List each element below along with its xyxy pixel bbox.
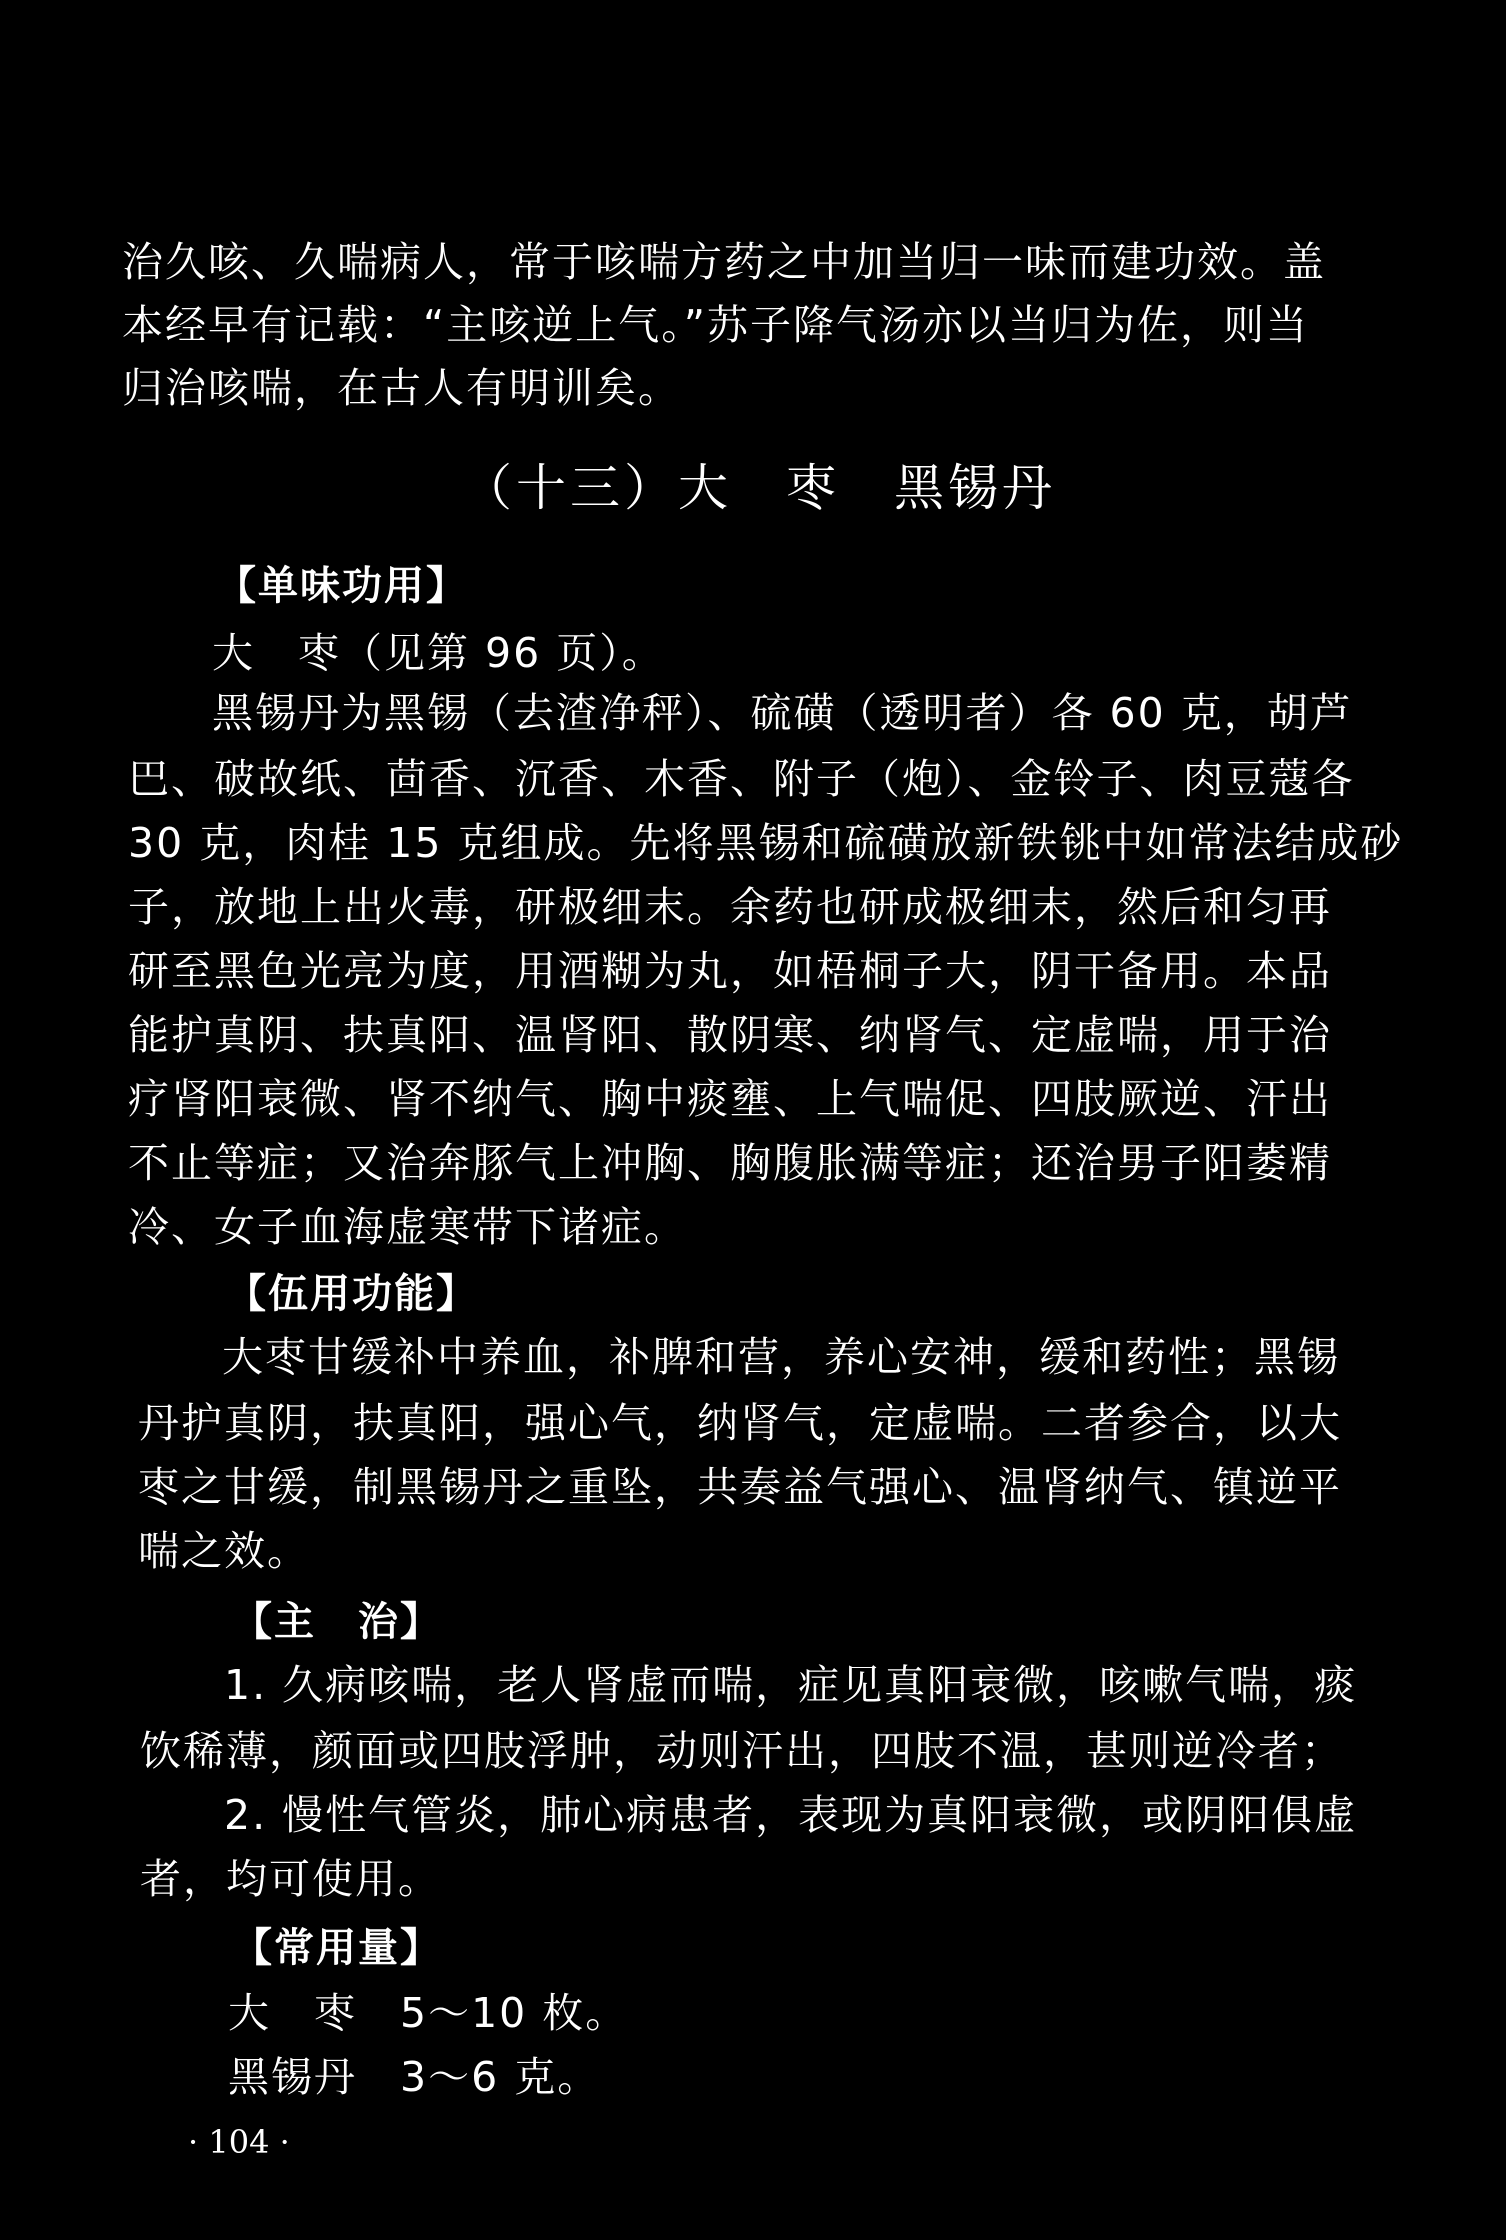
dosage-line-heixidan: 黑锡丹 3～6 克。 bbox=[228, 2053, 601, 2101]
heading-dosage: 【常用量】 bbox=[232, 1925, 442, 1971]
body-line: 饮稀薄，颜面或四肢浮肿，动则汗出，四肢不温，甚则逆冷者； bbox=[140, 1727, 1344, 1775]
section-title: （十三）大 枣 黑锡丹 bbox=[462, 459, 1056, 517]
body-line: 大枣甘缓补中养血，补脾和营，养心安神，缓和药性；黑锡 bbox=[222, 1333, 1340, 1381]
body-line: 冷、女子血海虚寒带下诸症。 bbox=[128, 1203, 687, 1251]
body-line: 丹护真阴，扶真阳，强心气，纳肾气，定虚喘。二者参合，以大 bbox=[138, 1399, 1342, 1447]
body-line: 大 枣（见第 96 页）。 bbox=[212, 629, 665, 677]
heading-combined-function: 【伍用功能】 bbox=[226, 1271, 478, 1317]
body-line: 黑锡丹为黑锡（去渣净秤）、硫磺（透明者）各 60 克，胡芦 bbox=[212, 689, 1353, 737]
body-line: 喘之效。 bbox=[138, 1527, 310, 1575]
body-line: 不止等症；又治奔豚气上冲胸、胸腹胀满等症；还治男子阳萎精 bbox=[128, 1139, 1332, 1187]
body-line: 1. 久病咳喘，老人肾虚而喘，症见真阳衰微，咳嗽气喘，痰 bbox=[224, 1661, 1358, 1709]
body-line: 研至黑色光亮为度，用酒糊为丸，如梧桐子大，阴干备用。本品 bbox=[128, 947, 1332, 995]
dosage-line-jujube: 大 枣 5～10 枚。 bbox=[228, 1989, 629, 2037]
heading-indications: 【主 治】 bbox=[232, 1599, 442, 1645]
body-line: 能护真阴、扶真阳、温肾阳、散阴寒、纳肾气、定虚喘，用于治 bbox=[128, 1011, 1332, 1059]
body-line: 2. 慢性气管炎，肺心病患者，表现为真阳衰微，或阴阳俱虚 bbox=[224, 1791, 1358, 1839]
intro-line-3: 归治咳喘，在古人有明训矣。 bbox=[122, 364, 681, 412]
body-line: 巴、破故纸、茴香、沉香、木香、附子（炮）、金铃子、肉豆蔻各 bbox=[128, 755, 1355, 803]
intro-line-2: 本经早有记载：“主咳逆上气。”苏子降气汤亦以当归为佐，则当 bbox=[122, 301, 1309, 349]
body-line: 疗肾阳衰微、肾不纳气、胸中痰壅、上气喘促、四肢厥逆、汗出 bbox=[128, 1075, 1332, 1123]
body-line: 枣之甘缓，制黑锡丹之重坠，共奏益气强心、温肾纳气、镇逆平 bbox=[138, 1463, 1342, 1511]
body-line: 30 克，肉桂 15 克组成。先将黑锡和硫磺放新铁铫中如常法结成砂 bbox=[128, 819, 1404, 867]
heading-single-function: 【单味功用】 bbox=[216, 563, 468, 609]
body-line: 子，放地上出火毒，研极细末。余药也研成极细末，然后和匀再 bbox=[128, 883, 1332, 931]
page-number: · 104 · bbox=[188, 2123, 290, 2161]
body-line: 者，均可使用。 bbox=[140, 1855, 441, 1903]
intro-line-1: 治久咳、久喘病人，常于咳喘方药之中加当归一味而建功效。盖 bbox=[122, 238, 1326, 286]
